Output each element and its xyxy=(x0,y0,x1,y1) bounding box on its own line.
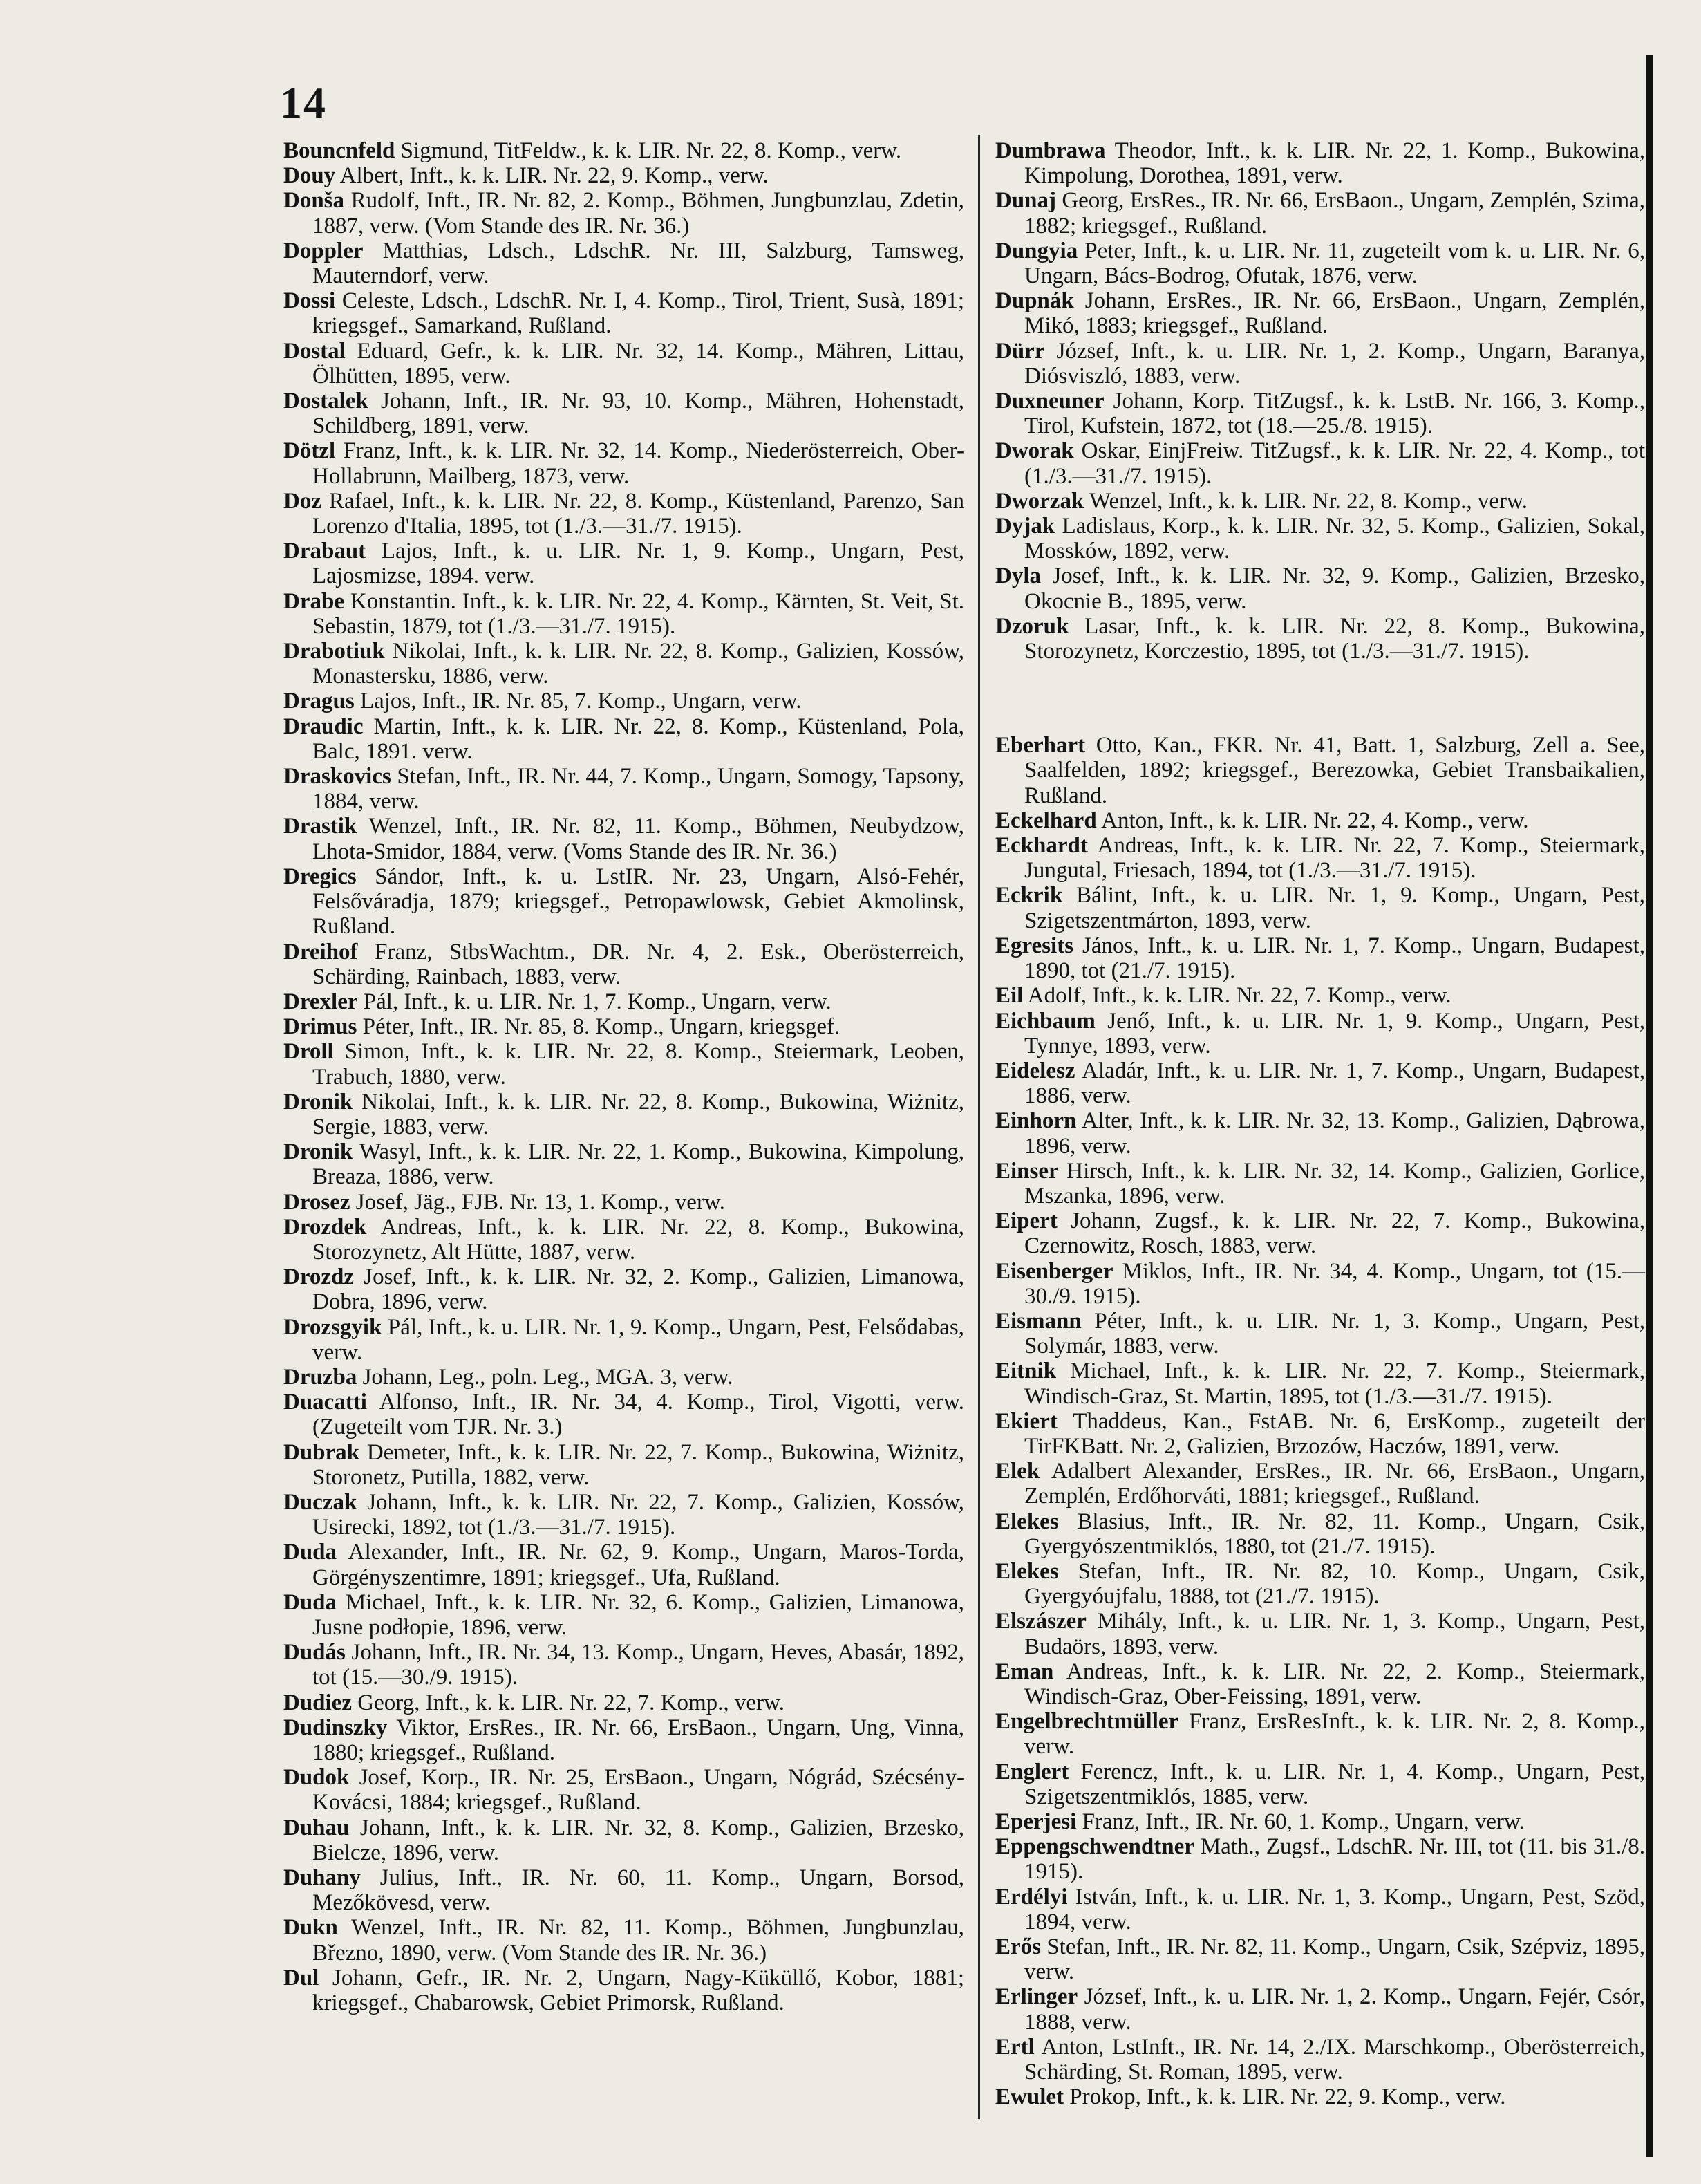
entry-surname: Dudinszky xyxy=(283,1715,388,1740)
page-edge-bar xyxy=(1646,55,1653,2157)
entry-details: Johann, Inft., k. k. LIR. Nr. 32, 8. Komp., Galizien, Brzesko, Bielcze, 1896, verw. xyxy=(312,1815,964,1865)
entry-surname: Dumbrawa xyxy=(995,138,1106,163)
register-entry xyxy=(283,940,964,989)
entry-details: Pál, Inft., k. u. LIR. Nr. 1, 7. Komp., Ungarn, verw. xyxy=(363,989,831,1014)
entry-surname: Duhau xyxy=(283,1815,350,1840)
entry-details: Andreas, Inft., k. k. LIR. Nr. 22, 2. Komp., Steiermark, Windisch-Graz, Ober-Feissing, 1891, verw. xyxy=(1024,1659,1645,1709)
entry-surname: Egresits xyxy=(995,933,1074,958)
register-entry xyxy=(283,1090,964,1139)
entry-details: István, Inft., k. u. LIR. Nr. 1, 3. Komp., Ungarn, Pest, Szöd, 1894, verw. xyxy=(1024,1884,1645,1934)
entry-surname: Elszászer xyxy=(995,1609,1087,1634)
entry-details: Hirsch, Inft., k. k. LIR. Nr. 32, 14. Komp., Galizien, Gorlice, Mszanka, 1896, verw. xyxy=(1024,1158,1646,1208)
entry-surname: Elekes xyxy=(995,1509,1059,1534)
entry-surname: Dostalek xyxy=(283,389,368,414)
entry-details: József, Inft., k. u. LIR. Nr. 1, 2. Komp., Ungarn, Baranya, Diósviszló, 1883, verw. xyxy=(1024,338,1646,389)
register-entry xyxy=(995,188,1645,238)
entry-details: Wenzel, Inft., IR. Nr. 82, 11. Komp., Böhmen, Jungbunzlau, Březno, 1890, verw. (Vom Stande des IR. Nr. 36.) xyxy=(312,1915,964,1966)
register-entry xyxy=(995,614,1645,664)
register-entry xyxy=(283,489,964,539)
entry-details: Matthias, Ldsch., LdschR. Nr. III, Salzburg, Tamsweg, Mauterndorf, verw. xyxy=(312,238,965,289)
entry-surname: Eil xyxy=(995,983,1024,1009)
register-entry xyxy=(995,2084,1645,2109)
entry-details: Albert, Inft., k. k. LIR. Nr. 22, 9. Komp., verw. xyxy=(339,163,769,189)
register-entry xyxy=(995,1058,1645,1108)
entry-details: József, Inft., k. u. LIR. Nr. 1, 2. Komp., Ungarn, Fejér, Csór, 1888, verw. xyxy=(1024,1984,1646,2035)
register-entry xyxy=(995,808,1645,833)
entry-details: Adalbert Alexander, ErsRes., IR. Nr. 66, ErsBaon., Ungarn, Zemplén, Erdőhorváti, 1881; kriegsgef., Rußland. xyxy=(1024,1459,1645,1509)
entry-surname: Dronik xyxy=(283,1089,353,1114)
entry-details: Johann, Korp. TitZugsf., k. k. LstB. Nr. 166, 3. Komp., Tirol, Kufstein, 1872, tot (18.—25./8. 1915). xyxy=(1024,389,1646,439)
entry-surname: Doz xyxy=(283,488,321,514)
entry-details: Bálint, Inft., k. u. LIR. Nr. 1, 9. Komp., Ungarn, Pest, Szigetszentmárton, 1893, verw. xyxy=(1024,883,1645,933)
entry-details: Péter, Inft., IR. Nr. 85, 8. Komp., Ungarn, kriegsgef. xyxy=(362,1014,840,1040)
entry-surname: Engelbrechtmüller xyxy=(995,1709,1179,1735)
left-column xyxy=(283,138,964,2015)
register-entry xyxy=(995,933,1645,983)
register-entry xyxy=(283,239,964,288)
entry-surname: Drozdz xyxy=(283,1264,355,1290)
entry-details: Alfonso, Inft., IR. Nr. 34, 4. Komp., Tirol, Vigotti, verw. (Zugeteilt vom TJR. Nr. 3.) xyxy=(312,1390,964,1440)
entry-surname: Dregics xyxy=(283,864,357,889)
entry-details: Johann, ErsRes., IR. Nr. 66, ErsBaon., Ungarn, Zemplén, Mikó, 1883; kriegsgef., Rußland. xyxy=(1024,288,1645,339)
entry-surname: Drimus xyxy=(283,1014,357,1040)
column-divider xyxy=(978,135,980,2119)
register-entry xyxy=(995,339,1645,389)
entry-details: Franz, ErsResInft., k. k. LIR. Nr. 2, 8. Komp., verw. xyxy=(1024,1709,1645,1760)
entry-surname: Drabotiuk xyxy=(283,639,385,664)
entry-details: Johann, Inft., k. k. LIR. Nr. 22, 7. Komp., Galizien, Kossów, Usirecki, 1892, tot (1./3.—31./7. 1915). xyxy=(312,1489,965,1540)
entry-details: Georg, ErsRes., IR. Nr. 66, ErsBaon., Ungarn, Zemplén, Szima, 1882; kriegsgef., Rußland. xyxy=(1024,188,1646,239)
register-entry xyxy=(283,1540,964,1589)
entry-surname: Erős xyxy=(995,1934,1041,1960)
entry-details: Jenő, Inft., k. u. LIR. Nr. 1, 9. Komp., Ungarn, Pest, Tynnye, 1893, verw. xyxy=(1024,1008,1645,1058)
entry-surname: Dötzl xyxy=(283,438,336,464)
register-entry xyxy=(995,1459,1645,1509)
register-entry xyxy=(283,1915,964,1965)
register-entry xyxy=(995,1359,1645,1408)
entry-surname: Droll xyxy=(283,1039,334,1065)
register-entry xyxy=(283,1014,964,1039)
register-entry xyxy=(283,1690,964,1715)
entry-details: Ferencz, Inft., k. u. LIR. Nr. 1, 4. Komp., Ungarn, Pest, Szigetszentmiklós, 1885, verw. xyxy=(1024,1759,1646,1809)
register-entry xyxy=(283,1365,964,1390)
register-entry xyxy=(283,689,964,713)
entry-surname: Eckelhard xyxy=(995,808,1097,833)
entry-surname: Einser xyxy=(995,1158,1059,1184)
entry-details: Johann, Inft., IR. Nr. 93, 10. Komp., Mähren, Hohenstadt, Schildberg, 1891, verw. xyxy=(312,389,964,439)
entry-details: Konstantin. Inft., k. k. LIR. Nr. 22, 4. Komp., Kärnten, St. Veit, St. Sebastin, 1879, tot (1./3.—31./7. 1915). xyxy=(312,588,964,639)
entry-surname: Dworak xyxy=(995,438,1074,464)
entry-surname: Dworzak xyxy=(995,488,1084,514)
register-entry xyxy=(283,1440,964,1490)
entry-details: Anton, LstInft., IR. Nr. 14, 2./IX. Marschkomp., Oberösterreich, Schärding, St. Roman, 1895, verw. xyxy=(1024,2034,1645,2085)
entry-surname: Doppler xyxy=(283,238,364,263)
entry-surname: Duhany xyxy=(283,1865,361,1891)
register-entry xyxy=(995,1609,1645,1659)
entry-details: Anton, Inft., k. k. LIR. Nr. 22, 4. Komp., verw. xyxy=(1101,808,1529,833)
register-entry xyxy=(283,539,964,588)
entry-surname: Dürr xyxy=(995,338,1045,364)
register-entry xyxy=(995,1934,1645,1984)
register-entry xyxy=(283,389,964,438)
entry-surname: Dronik xyxy=(283,1139,353,1165)
entry-details: Miklos, Inft., IR. Nr. 34, 4. Komp., Ungarn, tot (15.—30./9. 1915). xyxy=(1024,1258,1646,1309)
entry-details: Blasius, Inft., IR. Nr. 82, 11. Komp., Ungarn, Csik, Gyergyószentmiklós, 1880, tot (21./7. 1915). xyxy=(1024,1509,1646,1559)
right-column-d-section xyxy=(995,138,1645,664)
register-entry xyxy=(995,1108,1645,1158)
entry-details: Mihály, Inft., k. u. LIR. Nr. 1, 3. Komp., Ungarn, Pest, Budaörs, 1893, verw. xyxy=(1024,1609,1646,1659)
register-entry xyxy=(995,2035,1645,2084)
entry-details: Johann, Gefr., IR. Nr. 2, Ungarn, Nagy-Küküllő, Kobor, 1881; kriegsgef., Chabarowsk, Gebiet Primorsk, Rußland. xyxy=(312,1965,964,2016)
entry-surname: Drexler xyxy=(283,989,358,1014)
register-entry xyxy=(283,864,964,940)
entry-surname: Duxneuner xyxy=(995,389,1105,414)
register-entry xyxy=(995,389,1645,438)
register-entry xyxy=(283,1640,964,1690)
entry-surname: Dostal xyxy=(283,338,346,364)
entry-details: Ladislaus, Korp., k. k. LIR. Nr. 32, 5. Komp., Galizien, Sokal, Mossków, 1892, verw. xyxy=(1024,514,1646,564)
entry-surname: Dudás xyxy=(283,1640,346,1665)
entry-details: Viktor, ErsRes., IR. Nr. 66, ErsBaon., Ungarn, Ung, Vinna, 1880; kriegsgef., Rußland. xyxy=(312,1715,965,1765)
entry-surname: Dungyia xyxy=(995,238,1078,263)
entry-surname: Duacatti xyxy=(283,1390,367,1415)
register-entry xyxy=(995,983,1645,1008)
entry-details: Simon, Inft., k. k. LIR. Nr. 22, 8. Komp., Steiermark, Leoben, Trabuch, 1880, verw. xyxy=(312,1039,964,1090)
entry-details: Franz, StbsWachtm., DR. Nr. 4, 2. Esk., Oberösterreich, Schärding, Rainbach, 1883, verw. xyxy=(312,939,965,989)
entry-surname: Eismann xyxy=(995,1308,1082,1334)
register-entry xyxy=(995,1509,1645,1559)
entry-details: Aladár, Inft., k. u. LIR. Nr. 1, 7. Komp., Ungarn, Budapest, 1886, verw. xyxy=(1024,1058,1645,1109)
register-entry xyxy=(995,1809,1645,1834)
entry-details: Demeter, Inft., k. k. LIR. Nr. 22, 7. Komp., Bukowina, Wiżnitz, Storonetz, Putilla, 1882, verw. xyxy=(312,1439,964,1490)
register-entry xyxy=(283,1865,964,1915)
entry-surname: Ewulet xyxy=(995,2084,1064,2110)
entry-surname: Eitnik xyxy=(995,1359,1057,1384)
register-entry xyxy=(283,1490,964,1540)
entry-surname: Dyjak xyxy=(995,514,1055,539)
entry-details: Sigmund, TitFeldw., k. k. LIR. Nr. 22, 8. Komp., verw. xyxy=(400,138,902,163)
entry-details: Stefan, Inft., IR. Nr. 82, 10. Komp., Ungarn, Csik, Gyergyóujfalu, 1888, tot (21./7. 1915). xyxy=(1024,1558,1645,1609)
entry-surname: Bouncnfeld xyxy=(283,138,395,163)
entry-surname: Eipert xyxy=(995,1208,1058,1234)
entry-surname: Eperjesi xyxy=(995,1809,1077,1834)
entry-surname: Eppengschwendtner xyxy=(995,1834,1194,1860)
register-entry xyxy=(283,589,964,639)
entry-details: Michael, Inft., k. k. LIR. Nr. 22, 7. Komp., Steiermark, Windisch-Graz, St. Martin, 1895, tot (1./3.—31./7. 1915). xyxy=(1024,1359,1645,1409)
entry-details: Julius, Inft., IR. Nr. 60, 11. Komp., Ungarn, Borsod, Mezőkövesd, verw. xyxy=(312,1865,964,1916)
register-entry xyxy=(995,438,1645,488)
entry-details: Josef, Inft., k. k. LIR. Nr. 32, 2. Komp., Galizien, Limanowa, Dobra, 1896, verw. xyxy=(312,1264,964,1315)
register-entry xyxy=(283,188,964,238)
register-entry xyxy=(995,1984,1645,2034)
entry-surname: Dubrak xyxy=(283,1439,360,1465)
entry-surname: Englert xyxy=(995,1759,1069,1784)
right-column-e-section xyxy=(995,733,1645,2109)
entry-details: Johann, Zugsf., k. k. LIR. Nr. 22, 7. Komp., Bukowina, Czernowitz, Rosch, 1883, verw. xyxy=(1024,1208,1646,1259)
register-entry xyxy=(283,1966,964,2015)
section-gap xyxy=(995,664,1645,733)
entry-details: Michael, Inft., k. k. LIR. Nr. 32, 6. Komp., Galizien, Limanowa, Jusne podłopie, 1896, verw. xyxy=(312,1589,965,1640)
register-entry xyxy=(995,1760,1645,1809)
register-entry xyxy=(283,339,964,389)
entry-details: Nikolai, Inft., k. k. LIR. Nr. 22, 8. Komp., Galizien, Kossów, Monastersku, 1886, verw. xyxy=(312,639,965,689)
register-entry xyxy=(995,1309,1645,1359)
entry-details: Eduard, Gefr., k. k. LIR. Nr. 32, 14. Komp., Mähren, Littau, Ölhütten, 1895, verw. xyxy=(312,338,964,389)
register-entry xyxy=(995,563,1645,613)
entry-details: Theodor, Inft., k. k. LIR. Nr. 22, 1. Komp., Bukowina, Kimpolung, Dorothea, 1891, verw. xyxy=(1024,138,1646,189)
entry-details: Nikolai, Inft., k. k. LIR. Nr. 22, 8. Komp., Bukowina, Wiżnitz, Sergie, 1883, verw. xyxy=(312,1089,965,1139)
register-entry xyxy=(283,1315,964,1365)
entry-details: Josef, Inft., k. k. LIR. Nr. 32, 9. Komp., Galizien, Brzesko, Okocnie B., 1895, verw. xyxy=(1024,563,1646,614)
register-entry xyxy=(995,1834,1645,1884)
entry-surname: Erlinger xyxy=(995,1984,1078,2010)
register-entry xyxy=(283,764,964,814)
register-entry xyxy=(283,1190,964,1215)
register-entry xyxy=(995,1659,1645,1709)
entry-surname: Duda xyxy=(283,1540,337,1565)
entry-details: Johann, Leg., poln. Leg., MGA. 3, verw. xyxy=(362,1364,733,1390)
register-entry xyxy=(995,833,1645,883)
entry-details: Lasar, Inft., k. k. LIR. Nr. 22, 8. Komp., Bukowina, Storozynetz, Korczestio, 1895, tot (1./3.—31./7. 1915). xyxy=(1024,613,1645,664)
right-column xyxy=(995,138,1645,2109)
register-entry xyxy=(995,1885,1645,1934)
entry-surname: Dossi xyxy=(283,288,336,314)
entry-surname: Draudic xyxy=(283,713,364,739)
entry-details: Alexander, Inft., IR. Nr. 62, 9. Komp., Ungarn, Maros-Torda, Görgényszentimre, 1891; kriegsgef., Ufa, Rußland. xyxy=(312,1540,964,1590)
entry-surname: Elek xyxy=(995,1459,1040,1484)
entry-details: Math., Zugsf., LdschR. Nr. III, tot (11. bis 31./8. 1915). xyxy=(1024,1834,1645,1885)
entry-surname: Eckhardt xyxy=(995,833,1088,859)
entry-surname: Eidelesz xyxy=(995,1058,1075,1083)
register-entry xyxy=(995,883,1645,933)
register-entry xyxy=(283,639,964,689)
entry-surname: Dudok xyxy=(283,1765,350,1791)
entry-surname: Eckrik xyxy=(995,883,1063,908)
entry-surname: Eberhart xyxy=(995,733,1086,758)
register-entry xyxy=(995,288,1645,338)
register-entry xyxy=(283,1264,964,1314)
entry-details: Oskar, EinjFreiw. TitZugsf., k. k. LIR. Nr. 22, 4. Komp., tot (1./3.—31./7. 1915). xyxy=(1024,438,1645,489)
entry-surname: Drosez xyxy=(283,1189,350,1215)
entry-surname: Druzba xyxy=(283,1364,357,1390)
register-entry xyxy=(283,163,964,188)
register-entry xyxy=(283,438,964,488)
entry-details: Adolf, Inft., k. k. LIR. Nr. 22, 7. Komp., verw. xyxy=(1027,983,1451,1009)
entry-surname: Eichbaum xyxy=(995,1008,1096,1034)
entry-details: Stefan, Inft., IR. Nr. 82, 11. Komp., Ungarn, Csik, Szépviz, 1895, verw. xyxy=(1024,1934,1645,1985)
entry-surname: Dudiez xyxy=(283,1690,352,1715)
entry-details: Josef, Korp., IR. Nr. 25, ErsBaon., Ungarn, Nógrád, Szécsény-Kovácsi, 1884; kriegsgef., Rußland. xyxy=(312,1765,964,1816)
register-entry xyxy=(995,1409,1645,1459)
register-entry xyxy=(283,1765,964,1815)
entry-details: Rafael, Inft., k. k. LIR. Nr. 22, 8. Komp., Küstenland, Parenzo, San Lorenzo d'Italia, 1895, tot (1./3.—31./7. 1915). xyxy=(312,488,964,539)
register-entry xyxy=(995,1208,1645,1258)
entry-details: Peter, Inft., k. u. LIR. Nr. 11, zugeteilt vom k. u. LIR. Nr. 6, Ungarn, Bács-Bodrog, Ofutak, 1876, verw. xyxy=(1024,238,1645,289)
entry-details: Otto, Kan., FKR. Nr. 41, Batt. 1, Salzburg, Zell a. See, Saalfelden, 1892; kriegsgef., Berezowka, Gebiet Transbaikalien, Rußland. xyxy=(1024,733,1646,808)
entry-surname: Einhorn xyxy=(995,1108,1077,1134)
entry-details: Pál, Inft., k. u. LIR. Nr. 1, 9. Komp., Ungarn, Pest, Felsődabas, verw. xyxy=(312,1314,964,1365)
entry-surname: Dukn xyxy=(283,1915,338,1941)
entry-surname: Donša xyxy=(283,188,345,214)
entry-details: Prokop, Inft., k. k. LIR. Nr. 22, 9. Komp., verw. xyxy=(1069,2084,1506,2110)
entry-surname: Drastik xyxy=(283,814,357,839)
entry-surname: Ertl xyxy=(995,2034,1035,2060)
entry-surname: Drabe xyxy=(283,588,344,614)
register-entry xyxy=(995,733,1645,808)
entry-details: Wenzel, Inft., IR. Nr. 82, 11. Komp., Böhmen, Neubydzow, Lhota-Smidor, 1884, verw. (Voms Stande des IR. Nr. 36.) xyxy=(312,814,964,864)
entry-details: Johann, Inft., IR. Nr. 34, 13. Komp., Ungarn, Heves, Abasár, 1892, tot (15.—30./9. 1915). xyxy=(312,1640,965,1690)
entry-surname: Ekiert xyxy=(995,1408,1058,1434)
register-entry xyxy=(995,138,1645,188)
entry-details: Georg, Inft., k. k. LIR. Nr. 22, 7. Komp., verw. xyxy=(357,1690,785,1715)
entry-surname: Eisenberger xyxy=(995,1258,1113,1284)
register-entry xyxy=(283,288,964,338)
entry-details: Thaddeus, Kan., FstAB. Nr. 6, ErsKomp., zugeteilt der TirFKBatt. Nr. 2, Galizien, Brzozów, Haczów, 1891, verw. xyxy=(1024,1408,1646,1459)
register-entry xyxy=(283,989,964,1014)
register-entry xyxy=(995,1709,1645,1759)
entry-surname: Draskovics xyxy=(283,764,391,790)
register-entry xyxy=(283,714,964,764)
entry-details: Franz, Inft., IR. Nr. 60, 1. Komp., Ungarn, verw. xyxy=(1082,1809,1525,1834)
entry-surname: Dzoruk xyxy=(995,613,1069,639)
entry-details: Lajos, Inft., k. u. LIR. Nr. 1, 9. Komp., Ungarn, Pest, Lajosmizse, 1894. verw. xyxy=(312,539,964,589)
entry-details: Andreas, Inft., k. k. LIR. Nr. 22, 8. Komp., Bukowina, Storozynetz, Alt Hütte, 1887, verw. xyxy=(312,1214,964,1264)
register-entry xyxy=(283,1816,964,1865)
register-entry xyxy=(283,1390,964,1439)
register-entry xyxy=(995,1159,1645,1208)
entry-details: Josef, Jäg., FJB. Nr. 13, 1. Komp., verw. xyxy=(355,1189,725,1215)
register-entry xyxy=(283,138,964,163)
entry-details: Rudolf, Inft., IR. Nr. 82, 2. Komp., Böhmen, Jungbunzlau, Zdetin, 1887, verw. (Vom Stande des IR. Nr. 36.) xyxy=(312,188,965,239)
register-entry xyxy=(283,814,964,864)
page-number: 14 xyxy=(280,78,327,127)
register-entry xyxy=(995,1259,1645,1309)
entry-details: Sándor, Inft., k. u. LstIR. Nr. 23, Ungarn, Alsó-Fehér, Felsőváradja, 1879; kriegsgef., Petropawlowsk, Gebiet Akmolinsk, Rußland. xyxy=(312,864,965,940)
entry-details: Wasyl, Inft., k. k. LIR. Nr. 22, 1. Komp., Bukowina, Kimpolung, Breaza, 1886, verw. xyxy=(312,1139,965,1190)
entry-surname: Eman xyxy=(995,1659,1054,1684)
entry-surname: Dupnák xyxy=(995,288,1074,314)
register-entry xyxy=(283,1139,964,1189)
entry-surname: Dul xyxy=(283,1965,319,1990)
register-entry xyxy=(283,1715,964,1765)
register-entry xyxy=(283,1039,964,1089)
register-entry xyxy=(995,489,1645,514)
entry-details: Franz, Inft., k. k. LIR. Nr. 32, 14. Komp., Niederösterreich, Ober-Hollabrunn, Mailberg, 1873, verw. xyxy=(312,438,964,489)
entry-details: Martin, Inft., k. k. LIR. Nr. 22, 8. Komp., Küstenland, Pola, Balc, 1891. verw. xyxy=(312,713,964,764)
register-entry xyxy=(995,514,1645,563)
register-entry xyxy=(995,1559,1645,1609)
entry-surname: Duczak xyxy=(283,1489,357,1515)
entry-details: János, Inft., k. u. LIR. Nr. 1, 7. Komp., Ungarn, Budapest, 1890, tot (21./7. 1915). xyxy=(1024,933,1646,984)
entry-details: Péter, Inft., k. u. LIR. Nr. 1, 3. Komp., Ungarn, Pest, Solymár, 1883, verw. xyxy=(1024,1308,1645,1359)
entry-surname: Dreihof xyxy=(283,939,358,964)
entry-details: Wenzel, Inft., k. k. LIR. Nr. 22, 8. Komp., verw. xyxy=(1089,488,1528,514)
entry-details: Celeste, Ldsch., LdschR. Nr. I, 4. Komp., Tirol, Trient, Susà, 1891; kriegsgef., Samarkand, Rußland. xyxy=(312,288,965,339)
entry-surname: Dunaj xyxy=(995,188,1057,214)
entry-surname: Drabaut xyxy=(283,539,366,564)
entry-surname: Dyla xyxy=(995,563,1041,589)
entry-surname: Drozdek xyxy=(283,1214,367,1240)
entry-surname: Dragus xyxy=(283,689,355,714)
register-entry xyxy=(995,239,1645,288)
entry-surname: Duda xyxy=(283,1589,337,1615)
entry-surname: Erdélyi xyxy=(995,1884,1068,1910)
entry-surname: Elekes xyxy=(995,1558,1059,1584)
entry-details: Stefan, Inft., IR. Nr. 44, 7. Komp., Ungarn, Somogy, Tapsony, 1884, verw. xyxy=(312,764,965,814)
entry-surname: Douy xyxy=(283,163,336,189)
register-entry xyxy=(283,1215,964,1264)
register-entry xyxy=(995,1009,1645,1058)
entry-details: Andreas, Inft., k. k. LIR. Nr. 22, 7. Komp., Steiermark, Jungutal, Friesach, 1894, tot (1./3.—31./7. 1915). xyxy=(1024,833,1645,884)
register-entry xyxy=(283,1590,964,1640)
entry-surname: Drozsgyik xyxy=(283,1314,382,1340)
entry-details: Lajos, Inft., IR. Nr. 85, 7. Komp., Ungarn, verw. xyxy=(359,689,802,714)
entry-details: Alter, Inft., k. k. LIR. Nr. 32, 13. Komp., Galizien, Dąbrowa, 1896, verw. xyxy=(1024,1108,1645,1159)
